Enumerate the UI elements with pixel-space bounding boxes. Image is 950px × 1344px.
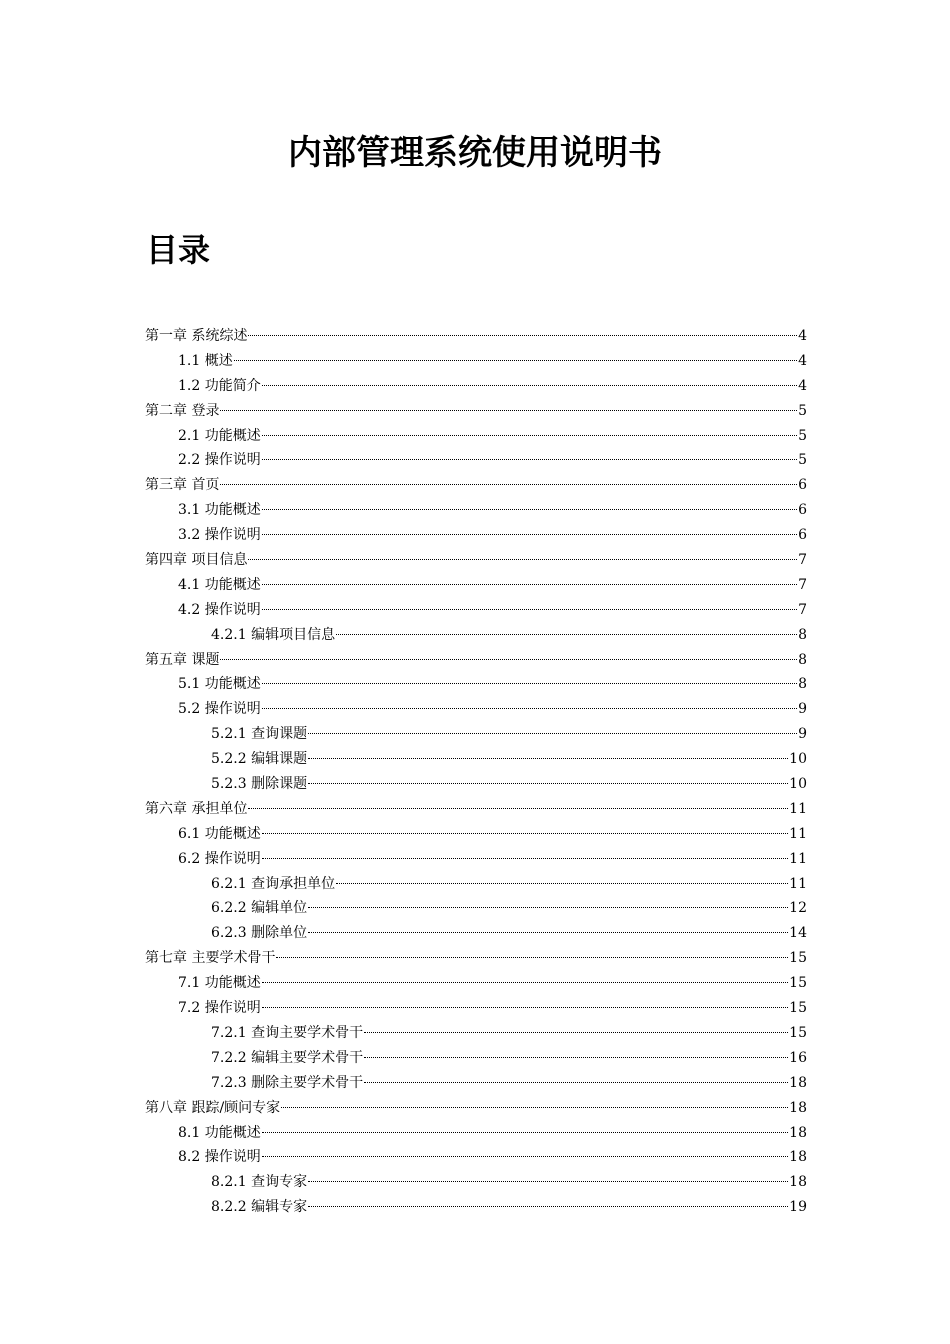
toc-entry[interactable] <box>145 722 807 747</box>
toc-page-number: 5 <box>798 427 807 444</box>
toc-dot-leader <box>336 634 797 635</box>
toc-dot-leader <box>308 733 797 734</box>
toc-entry-title: 5.2 操作说明 <box>178 701 261 718</box>
toc-page-number: 11 <box>789 875 807 892</box>
toc-page-number: 10 <box>789 751 807 768</box>
toc-page-number: 5 <box>798 452 807 469</box>
toc-dot-leader <box>262 708 797 709</box>
toc-page-number: 15 <box>789 975 807 992</box>
toc-page-number: 15 <box>789 1024 807 1041</box>
toc-entry[interactable] <box>145 1021 807 1046</box>
toc-entry-title: 7.2.3 删除主要学术骨干 <box>211 1074 364 1091</box>
toc-entry[interactable] <box>145 672 807 697</box>
toc-page-number: 19 <box>789 1199 807 1216</box>
toc-dot-leader <box>248 335 797 336</box>
toc-entry[interactable] <box>145 573 807 598</box>
toc-entry-title: 8.1 功能概述 <box>178 1124 261 1141</box>
toc-dot-leader <box>262 509 797 510</box>
toc-entry[interactable] <box>145 523 807 548</box>
toc-entry-title: 第七章 主要学术骨干 <box>145 950 276 967</box>
toc-entry-title: 1.2 功能简介 <box>178 377 261 394</box>
toc-entry[interactable] <box>145 498 807 523</box>
toc-entry[interactable] <box>145 872 807 897</box>
toc-page-number: 12 <box>789 900 807 917</box>
toc-dot-leader <box>276 957 788 958</box>
toc-page-number: 4 <box>798 377 807 394</box>
toc-dot-leader <box>308 932 788 933</box>
toc-page-number: 18 <box>789 1074 807 1091</box>
toc-page-number: 10 <box>789 776 807 793</box>
toc-dot-leader <box>364 1032 788 1033</box>
toc-entry[interactable] <box>145 822 807 847</box>
toc-entry[interactable] <box>145 847 807 872</box>
toc-entry-title: 6.1 功能概述 <box>178 825 261 842</box>
toc-entry[interactable] <box>145 598 807 623</box>
toc-entry-title: 3.2 操作说明 <box>178 527 261 544</box>
toc-entry-title: 6.2.2 编辑单位 <box>211 900 308 917</box>
toc-entry[interactable] <box>145 648 807 673</box>
toc-entry[interactable] <box>145 946 807 971</box>
toc-entry[interactable] <box>145 1096 807 1121</box>
toc-page-number: 18 <box>789 1124 807 1141</box>
toc-entry[interactable] <box>145 1046 807 1071</box>
toc-entry[interactable] <box>145 349 807 374</box>
toc-dot-leader <box>262 609 797 610</box>
toc-page-number: 18 <box>789 1149 807 1166</box>
toc-page-number: 16 <box>789 1049 807 1066</box>
toc-dot-leader <box>262 1156 788 1157</box>
toc-entry[interactable] <box>145 1071 807 1096</box>
toc-entry-title: 第六章 承担单位 <box>145 800 248 817</box>
toc-page-number: 11 <box>789 850 807 867</box>
toc-dot-leader <box>262 1007 788 1008</box>
toc-heading: 目录 <box>146 231 211 269</box>
toc-page-number: 7 <box>798 552 807 569</box>
toc-entry-title: 6.2.3 删除单位 <box>211 925 308 942</box>
toc-dot-leader <box>308 1206 788 1207</box>
toc-entry[interactable] <box>145 747 807 772</box>
toc-entry-title: 7.2 操作说明 <box>178 1000 261 1017</box>
toc-page-number: 6 <box>798 477 807 494</box>
toc-entry[interactable] <box>145 697 807 722</box>
toc-page-number: 14 <box>789 925 807 942</box>
toc-page-number: 8 <box>798 651 807 668</box>
toc-entry[interactable] <box>145 623 807 648</box>
toc-entry-title: 第二章 登录 <box>145 402 220 419</box>
toc-entry-title: 1.1 概述 <box>178 352 233 369</box>
toc-entry-title: 4.2 操作说明 <box>178 601 261 618</box>
toc-entry-title: 4.1 功能概述 <box>178 576 261 593</box>
toc-entry-title: 5.1 功能概述 <box>178 676 261 693</box>
toc-dot-leader <box>262 1132 788 1133</box>
toc-dot-leader <box>364 1057 788 1058</box>
toc-page-number: 18 <box>789 1099 807 1116</box>
toc-entry-title: 第五章 课题 <box>145 651 220 668</box>
toc-entry-title: 5.2.1 查询课题 <box>211 726 308 743</box>
toc-page-number: 7 <box>798 576 807 593</box>
toc-dot-leader <box>248 808 788 809</box>
toc-entry[interactable] <box>145 424 807 449</box>
table-of-contents <box>145 324 807 1220</box>
toc-dot-leader <box>262 858 788 859</box>
toc-dot-leader <box>308 783 788 784</box>
toc-page-number: 8 <box>798 626 807 643</box>
toc-dot-leader <box>262 584 797 585</box>
toc-page-number: 6 <box>798 527 807 544</box>
toc-entry-title: 2.2 操作说明 <box>178 452 261 469</box>
toc-dot-leader <box>262 385 797 386</box>
toc-entry-title: 7.1 功能概述 <box>178 975 261 992</box>
toc-dot-leader <box>364 1082 788 1083</box>
toc-dot-leader <box>281 1107 788 1108</box>
toc-entry-title: 6.2.1 查询承担单位 <box>211 875 336 892</box>
toc-dot-leader <box>220 410 797 411</box>
toc-page-number: 11 <box>789 800 807 817</box>
toc-page-number: 8 <box>798 676 807 693</box>
toc-dot-leader <box>308 758 788 759</box>
toc-entry[interactable] <box>145 971 807 996</box>
toc-entry[interactable] <box>145 1195 807 1220</box>
toc-entry[interactable] <box>145 772 807 797</box>
toc-entry[interactable] <box>145 1121 807 1146</box>
toc-page-number: 9 <box>798 701 807 718</box>
toc-entry[interactable] <box>145 324 807 349</box>
toc-entry[interactable] <box>145 399 807 424</box>
toc-entry-title: 8.2.1 查询专家 <box>211 1174 308 1191</box>
toc-entry-title: 5.2.3 删除课题 <box>211 776 308 793</box>
toc-entry-title: 3.1 功能概述 <box>178 502 261 519</box>
toc-page-number: 4 <box>798 328 807 344</box>
toc-entry[interactable] <box>145 896 807 921</box>
toc-entry-title: 7.2.2 编辑主要学术骨干 <box>211 1049 364 1066</box>
toc-page-number: 18 <box>789 1174 807 1191</box>
toc-dot-leader <box>262 534 797 535</box>
toc-entry-title: 5.2.2 编辑课题 <box>211 751 308 768</box>
toc-dot-leader <box>262 982 788 983</box>
toc-entry[interactable] <box>145 1145 807 1170</box>
toc-dot-leader <box>336 883 788 884</box>
toc-page-number: 11 <box>789 825 807 842</box>
toc-dot-leader <box>308 1181 788 1182</box>
toc-dot-leader <box>262 459 797 460</box>
toc-entry[interactable] <box>145 797 807 822</box>
toc-entry[interactable] <box>145 1170 807 1195</box>
toc-dot-leader <box>308 907 788 908</box>
toc-entry[interactable] <box>145 448 807 473</box>
toc-entry-title: 2.1 功能概述 <box>178 427 261 444</box>
toc-entry[interactable] <box>145 921 807 946</box>
toc-entry[interactable] <box>145 548 807 573</box>
toc-entry[interactable] <box>145 473 807 498</box>
toc-page-number: 15 <box>789 950 807 967</box>
toc-entry-title: 7.2.1 查询主要学术骨干 <box>211 1024 364 1041</box>
toc-entry-title: 第一章 系统综述 <box>145 328 248 344</box>
toc-page-number: 5 <box>798 402 807 419</box>
toc-entry[interactable] <box>145 996 807 1021</box>
toc-entry-title: 6.2 操作说明 <box>178 850 261 867</box>
toc-dot-leader <box>262 435 797 436</box>
toc-entry-title: 第三章 首页 <box>145 477 220 494</box>
toc-dot-leader <box>262 683 797 684</box>
document-title: 内部管理系统使用说明书 <box>288 133 662 173</box>
toc-entry-title: 8.2.2 编辑专家 <box>211 1199 308 1216</box>
toc-page-number: 15 <box>789 1000 807 1017</box>
toc-dot-leader <box>220 484 797 485</box>
toc-entry[interactable] <box>145 374 807 399</box>
toc-page-number: 7 <box>798 601 807 618</box>
toc-entry-title: 第四章 项目信息 <box>145 552 248 569</box>
toc-dot-leader <box>262 833 788 834</box>
toc-entry-title: 4.2.1 编辑项目信息 <box>211 626 336 643</box>
toc-page-number: 9 <box>798 726 807 743</box>
toc-dot-leader <box>220 659 797 660</box>
toc-page-number: 4 <box>798 352 807 369</box>
toc-entry-title: 第八章 跟踪/顾问专家 <box>145 1099 281 1116</box>
toc-entry-title: 8.2 操作说明 <box>178 1149 261 1166</box>
toc-dot-leader <box>248 559 797 560</box>
toc-page-number: 6 <box>798 502 807 519</box>
toc-dot-leader <box>234 360 797 361</box>
